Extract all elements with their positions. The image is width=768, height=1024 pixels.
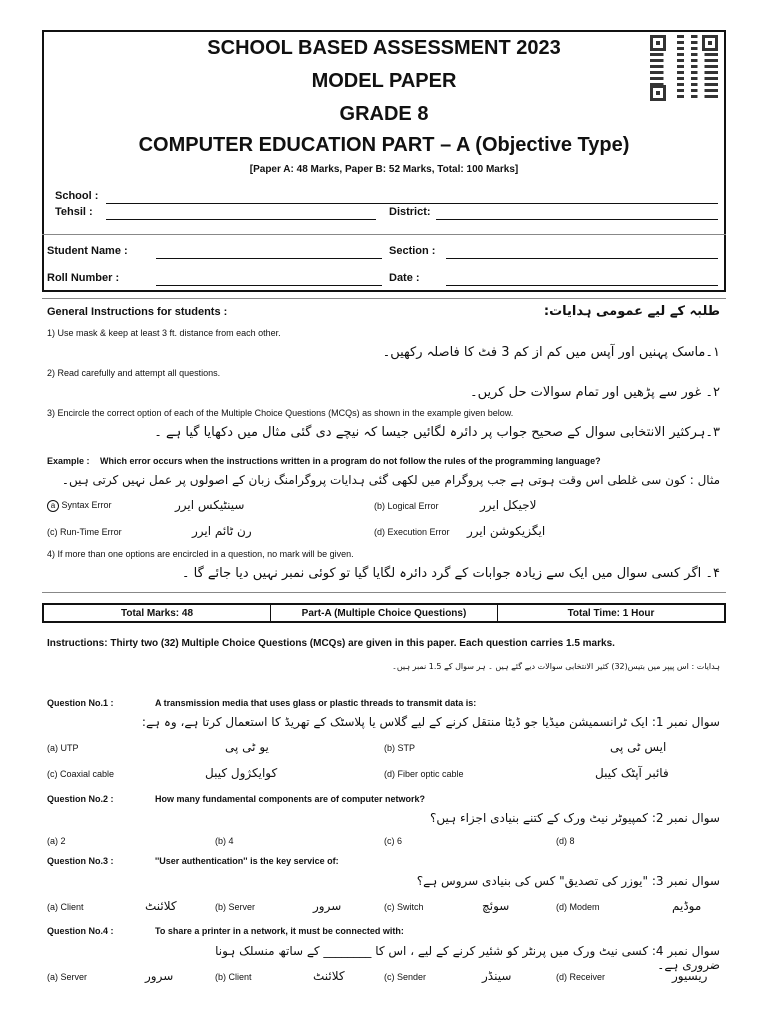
question-1-option-a[interactable]: (a) UTP: [47, 743, 79, 753]
student-name-field[interactable]: [156, 258, 382, 259]
instruction-1: 1) Use mask & keep at least 3 ft. distance from each other.: [47, 328, 281, 338]
question-3-label: Question No.3 :: [47, 856, 114, 866]
question-4-option-a[interactable]: (a) Server: [47, 972, 88, 982]
question-2-option-c[interactable]: (c) 6: [384, 836, 402, 846]
question-2-option-d[interactable]: (d) 8: [556, 836, 575, 846]
question-1-option-d[interactable]: (d) Fiber optic cable: [384, 769, 464, 779]
instructions-title-urdu: طلبہ کے لیے عمومی ہدایات:: [543, 304, 720, 319]
instruction-3: 3) Encircle the correct option of each of the Multiple Choice Questions (MCQs) as shown in the example given below.: [47, 408, 514, 418]
example-option-b-urdu: لاجیکل ایرر: [480, 498, 537, 512]
instruction-2-urdu: ۲۔ غور سے پڑھیں اور تمام سوالات حل کریں۔: [470, 385, 720, 400]
header-line2: MODEL PAPER: [311, 70, 457, 92]
question-1-option-c[interactable]: (c) Coaxial cable: [47, 769, 115, 779]
example-option-b[interactable]: (b) Logical Error: [374, 501, 439, 511]
instruction-3-urdu: ۳۔ہرکثیر الانتخابی سوال کے صحیح جواب پر دائرہ لگائیں جیسا کہ نیچے دی گئی مثال میں دکھایا گیا ہے ۔: [154, 425, 720, 440]
part-title: Part-A (Multiple Choice Questions): [271, 605, 498, 621]
question-4-option-a-urdu: سرور: [145, 969, 174, 983]
header-line4: COMPUTER EDUCATION PART – A (Objective Type): [138, 134, 630, 156]
question-1-label: Question No.1 :: [47, 698, 114, 708]
encircled-a: a: [47, 500, 59, 512]
example-urdu: مثال : کون سی غلطی اس وقت ہوتی ہے جب پروگرام میں لکھی گئی ہدایات پروگرامنگ زبان کے اصولوں پر عمل نہیں کرتی ہیں۔: [61, 473, 720, 487]
district-label: District:: [389, 206, 431, 218]
question-2-urdu: سوال نمبر 2: کمپیوٹر نیٹ ورک کے کتنے بنیادی اجزاء ہیں؟: [429, 811, 720, 825]
question-3-option-a[interactable]: (a) Client: [47, 902, 84, 912]
mcq-instructions: Instructions: Thirty two (32) Multiple Choice Questions (MCQs) are given in this paper. Each question carries 1.5 marks.: [47, 638, 615, 649]
roll-label: Roll Number :: [47, 272, 120, 284]
question-2-option-b[interactable]: (b) 4: [215, 836, 234, 846]
question-4-option-d-urdu: ریسیور: [672, 969, 708, 983]
example-option-a[interactable]: a Syntax Error: [47, 500, 112, 512]
section-field[interactable]: [446, 258, 718, 259]
question-3-option-d-urdu: موڈیم: [672, 899, 702, 913]
total-marks: Total Marks: 48: [44, 605, 271, 621]
example-option-c-urdu: رن ٹائم ایرر: [192, 524, 252, 538]
student-name-label: Student Name :: [47, 245, 128, 257]
question-1-option-a-urdu: یو ٹی پی: [225, 740, 269, 754]
marks-note: [Paper A: 48 Marks, Paper B: 52 Marks, Total: 100 Marks]: [249, 164, 519, 175]
date-field[interactable]: [446, 285, 718, 286]
question-3-option-c-urdu: سوئچ: [482, 899, 510, 913]
summary-table: [42, 603, 726, 623]
question-3-urdu: سوال نمبر 3: "یوزر کی تصدیق" کس کی بنیادی سروس ہے؟: [416, 874, 720, 888]
school-field[interactable]: [106, 203, 718, 204]
question-4-option-c-urdu: سینڈر: [482, 969, 512, 983]
school-label: School :: [55, 190, 99, 202]
question-4-text: To share a printer in a network, it must be connected with:: [155, 926, 404, 936]
header-line1: SCHOOL BASED ASSESSMENT 2023: [207, 37, 561, 59]
question-2-option-a[interactable]: (a) 2: [47, 836, 66, 846]
total-time: Total Time: 1 Hour: [567, 608, 655, 619]
question-4-option-c[interactable]: (c) Sender: [384, 972, 427, 982]
question-1-urdu: سوال نمبر 1: ایک ٹرانسمیشن میڈیا جو ڈیٹا منتقل کرنے کے لیے گلاس یا پلاسٹک کے تھریڈ کا استعمال کرتا ہے، وہ ہے:: [141, 715, 720, 729]
instruction-2: 2) Read carefully and attempt all questions.: [47, 368, 221, 378]
instruction-1-urdu: ۱۔ماسک پہنیں اور آپس میں کم از کم 3 فٹ کا فاصلہ رکھیں۔: [382, 345, 720, 360]
example-option-c[interactable]: (c) Run-Time Error: [47, 527, 122, 537]
question-3-option-b[interactable]: (b) Server: [215, 902, 256, 912]
question-1-text: A transmission media that uses glass or plastic threads to transmit data is:: [155, 698, 477, 708]
tehsil-field[interactable]: [106, 219, 376, 220]
question-1-option-d-urdu: فائبر آپٹک کیبل: [595, 766, 669, 780]
example-question: [47, 456, 727, 466]
divider: [42, 234, 726, 235]
instruction-4: 4) If more than one options are encircled in a question, no mark will be given.: [47, 549, 354, 559]
divider: [42, 298, 726, 299]
example-label: Example :: [47, 456, 90, 466]
section-label: Section :: [389, 245, 436, 257]
question-1-option-b[interactable]: (b) STP: [384, 743, 416, 753]
date-label: Date :: [389, 272, 420, 284]
question-1-option-b-urdu: ایس ٹی پی: [610, 740, 667, 754]
tehsil-label: Tehsil :: [55, 206, 93, 218]
mcq-instructions-urdu: ہدایات : اس پیپر میں بتیس(32) کثیر الانتخابی سوالات دیے گئے ہیں ۔ ہر سوال کے 1.5 نمبر ہیں۔: [392, 662, 720, 671]
question-4-urdu: سوال نمبر 4: کسی نیٹ ورک میں پرنٹر کو شئیر کرنے کے لیے ، اس کا ________ کے ساتھ منسلک ہونا ضروری ہے۔: [215, 944, 720, 972]
question-4-option-d[interactable]: (d) Receiver: [556, 972, 606, 982]
example-option-a-urdu: سینٹیکس ایرر: [175, 498, 245, 512]
header-line3: GRADE 8: [339, 103, 429, 125]
district-field[interactable]: [436, 219, 718, 220]
example-text: Which error occurs when the instructions written in a program do not follow the rules of the programming language?: [100, 456, 601, 466]
question-3-option-a-urdu: کلائنٹ: [145, 899, 177, 913]
question-4-option-b[interactable]: (b) Client: [215, 972, 252, 982]
question-3-text: ''User authentication'' is the key service of:: [155, 856, 339, 866]
question-1-option-c-urdu: کوایکژول کیبل: [205, 766, 278, 780]
roll-field[interactable]: [156, 285, 382, 286]
question-3-option-b-urdu: سرور: [313, 899, 342, 913]
instructions-title: General Instructions for students :: [47, 306, 228, 318]
example-option-d-urdu: ایگزیکوشن ایرر: [467, 524, 546, 538]
example-option-d[interactable]: (d) Execution Error: [374, 527, 450, 537]
instruction-4-urdu: ۴۔ اگر کسی سوال میں ایک سے زیادہ جوابات کے گرد دائرہ لگایا گیا تو کوئی نمبر نہیں دیا جائے گا ۔: [181, 566, 720, 581]
divider: [42, 592, 726, 593]
question-3-option-c[interactable]: (c) Switch: [384, 902, 424, 912]
question-3-option-d[interactable]: (d) Modem: [556, 902, 600, 912]
question-2-label: Question No.2 :: [47, 794, 114, 804]
question-4-option-b-urdu: کلائنٹ: [313, 969, 345, 983]
question-4-label: Question No.4 :: [47, 926, 114, 936]
question-2-text: How many fundamental components are of computer network?: [155, 794, 426, 804]
